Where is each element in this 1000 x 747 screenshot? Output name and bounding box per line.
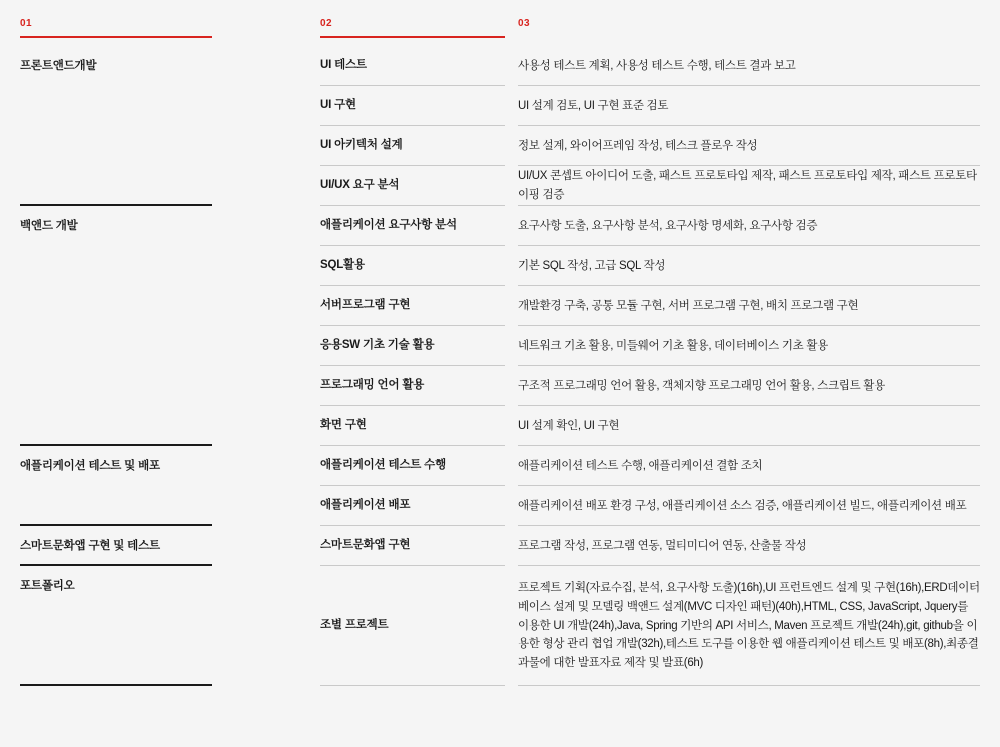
column-2-header bbox=[320, 18, 505, 38]
column-details bbox=[518, 0, 980, 747]
detail-text: 개발환경 구축, 공통 모듈 구현, 서버 프로그램 구현, 배치 프로그램 구현 bbox=[518, 299, 859, 312]
unit-row bbox=[320, 526, 505, 566]
column-2-number: 02 bbox=[320, 18, 333, 29]
detail-text: 사용성 테스트 계획, 사용성 테스트 수행, 테스트 결과 보고 bbox=[518, 59, 796, 72]
unit-row bbox=[320, 326, 505, 366]
category-label: 백앤드 개발 bbox=[20, 220, 78, 232]
column-1-header bbox=[20, 18, 212, 38]
detail-row bbox=[518, 486, 980, 526]
unit-row bbox=[320, 86, 505, 126]
detail-text: 정보 설계, 와이어프레임 작성, 테스크 플로우 작성 bbox=[518, 139, 758, 152]
column-1-rule bbox=[20, 36, 212, 38]
category-label: 스마트문화앱 구현 및 테스트 bbox=[20, 540, 160, 552]
category-row bbox=[20, 46, 212, 206]
unit-label: 애플리케이션 테스트 수행 bbox=[320, 459, 446, 472]
unit-label: 응용SW 기초 기술 활용 bbox=[320, 339, 435, 352]
unit-row bbox=[320, 366, 505, 406]
category-divider bbox=[20, 684, 212, 686]
unit-label: 스마트문화앱 구현 bbox=[320, 539, 411, 552]
row-divider bbox=[518, 685, 980, 686]
detail-text: 애플리케이션 테스트 수행, 애플리케이션 결함 조치 bbox=[518, 459, 763, 472]
category-row bbox=[20, 566, 212, 686]
detail-text: 프로젝트 기획(자료수집, 분석, 요구사항 도출)(16h),UI 프런트엔드 설계 및 구현(16h),ERD데이터베이스 설계 및 모델링 백앤드 설계(MVC 디자인 패턴)(40h),HTML, CSS, JavaScript, Jquery를 이용한 UI 개발(24h),Java, Spring 기반의 API 서비스, Maven 프로젝트 개발(24h),git, github을 이용한 형상 관리 협업 개발(32h),테스트 도구를 이용한 웹 애플리케이션 테스트 및 배포(8h),최종결과물에 대한 발표자료 제작 및 발표(6h) bbox=[518, 582, 980, 669]
detail-row bbox=[518, 446, 980, 486]
category-label: 애플리케이션 테스트 및 배포 bbox=[20, 460, 160, 472]
unit-row bbox=[320, 46, 505, 86]
unit-row bbox=[320, 126, 505, 166]
detail-row bbox=[518, 86, 980, 126]
detail-row bbox=[518, 126, 980, 166]
category-row bbox=[20, 446, 212, 526]
detail-text: 프로그램 작성, 프로그램 연동, 멀티미디어 연동, 산출물 작성 bbox=[518, 539, 807, 552]
detail-text: UI/UX 콘셉트 아이디어 도출, 패스트 프로토타입 제작, 패스트 프로토타입 제작, 패스트 프로토타이핑 검증 bbox=[518, 170, 977, 201]
detail-text: 네트워크 기초 활용, 미들웨어 기초 활용, 데이터베이스 기초 활용 bbox=[518, 339, 828, 352]
unit-label: 애플리케이션 요구사항 분석 bbox=[320, 219, 457, 232]
unit-row bbox=[320, 486, 505, 526]
unit-label: UI 테스트 bbox=[320, 59, 367, 72]
detail-text: 구조적 프로그래밍 언어 활용, 객체지향 프로그래밍 언어 활용, 스크립트 활용 bbox=[518, 379, 885, 392]
category-row bbox=[20, 206, 212, 446]
unit-row bbox=[320, 286, 505, 326]
column-3-number: 03 bbox=[518, 18, 531, 29]
column-units bbox=[320, 0, 505, 747]
detail-row bbox=[518, 46, 980, 86]
detail-text: UI 설계 확인, UI 구현 bbox=[518, 419, 620, 432]
detail-row bbox=[518, 406, 980, 446]
category-label: 포트폴리오 bbox=[20, 580, 75, 592]
detail-row bbox=[518, 286, 980, 326]
unit-label: 애플리케이션 배포 bbox=[320, 499, 411, 512]
detail-row bbox=[518, 246, 980, 286]
column-categories bbox=[20, 0, 212, 747]
detail-row bbox=[518, 366, 980, 406]
unit-row bbox=[320, 446, 505, 486]
detail-row bbox=[518, 566, 980, 686]
unit-row bbox=[320, 166, 505, 206]
column-3-header bbox=[518, 18, 980, 38]
detail-text: 애플리케이션 배포 환경 구성, 애플리케이션 소스 검증, 애플리케이션 빌드, 애플리케이션 배포 bbox=[518, 499, 967, 512]
unit-label: 조별 프로젝트 bbox=[320, 619, 389, 632]
unit-label: 프로그래밍 언어 활용 bbox=[320, 379, 425, 392]
unit-label: 화면 구현 bbox=[320, 419, 367, 432]
detail-row bbox=[518, 326, 980, 366]
unit-row bbox=[320, 246, 505, 286]
column-3-rule bbox=[518, 36, 980, 38]
detail-text: UI 설계 검토, UI 구현 표준 검토 bbox=[518, 99, 669, 112]
detail-row bbox=[518, 526, 980, 566]
category-label: 프론트앤드개발 bbox=[20, 60, 97, 72]
column-2-rule bbox=[320, 36, 505, 38]
unit-row bbox=[320, 406, 505, 446]
unit-label: 서버프로그램 구현 bbox=[320, 299, 411, 312]
unit-label: UI/UX 요구 분석 bbox=[320, 179, 400, 192]
column-1-number: 01 bbox=[20, 18, 33, 29]
unit-label: UI 아키텍처 설계 bbox=[320, 139, 403, 152]
unit-label: SQL활용 bbox=[320, 259, 365, 272]
unit-label: UI 구현 bbox=[320, 99, 356, 112]
detail-row bbox=[518, 166, 980, 206]
unit-row bbox=[320, 206, 505, 246]
detail-row bbox=[518, 206, 980, 246]
detail-text: 요구사항 도출, 요구사항 분석, 요구사항 명세화, 요구사항 검증 bbox=[518, 219, 818, 232]
unit-row bbox=[320, 566, 505, 686]
detail-text: 기본 SQL 작성, 고급 SQL 작성 bbox=[518, 259, 666, 272]
category-row bbox=[20, 526, 212, 566]
row-divider bbox=[320, 685, 505, 686]
